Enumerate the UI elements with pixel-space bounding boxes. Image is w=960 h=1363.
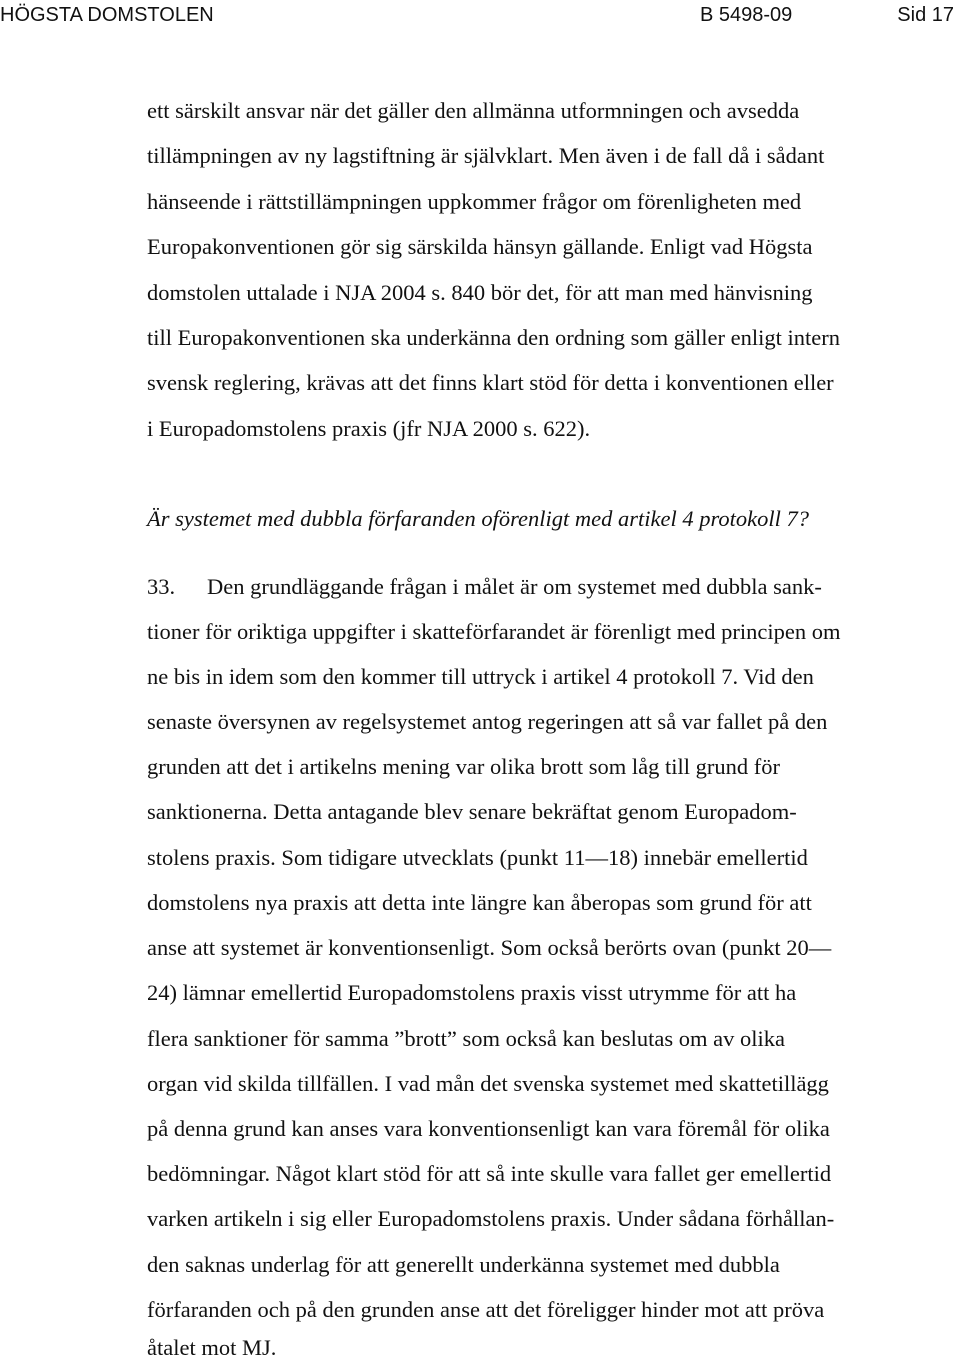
page-header [0,0,960,30]
text-line: ett särskilt ansvar när det gäller den allmänna utformningen och avsedda [147,98,800,123]
text-line: domstolens nya praxis att detta inte längre kan åberopas som grund för att [147,890,812,915]
text-line: organ vid skilda tillfällen. I vad mån det svenska systemet med skattetillägg [147,1071,829,1096]
text-line: tioner för oriktiga uppgifter i skatteförfarandet är förenligt med principen om [147,619,841,644]
text-line: till Europakonventionen ska underkänna den ordning som gäller enligt intern [147,325,840,350]
paragraph-number: 33. [147,574,176,599]
text-line: Den grundläggande frågan i målet är om systemet med dubbla sank- [207,574,822,599]
text-line: anse att systemet är konventionsenligt. Som också berörts ovan (punkt 20— [147,935,832,960]
text-line: tillämpningen av ny lagstiftning är självklart. Men även i de fall då i sådant [147,143,825,168]
text-line: sanktionerna. Detta antagande blev senare bekräftat genom Europadom- [147,799,797,824]
text-line: åtalet mot MJ. [147,1335,277,1360]
text-line: varken artikeln i sig eller Europadomstolens praxis. Under sådana förhållan- [147,1206,835,1231]
text-line: domstolen uttalade i NJA 2004 s. 840 bör det, för att man med hänvisning [147,280,813,305]
text-line: hänseende i rättstillämpningen uppkommer frågor om förenligheten med [147,189,802,214]
text-line: Europakonventionen gör sig särskilda hänsyn gällande. Enligt vad Högsta [147,234,813,259]
text-line: på denna grund kan anses vara konventionsenligt kan vara föremål för olika [147,1116,830,1141]
text-line: flera sanktioner för samma ”brott” som också kan beslutas om av olika [147,1026,785,1051]
text-line: stolens praxis. Som tidigare utvecklats (punkt 11—18) innebär emellertid [147,845,808,870]
page-number: Sid 17 [897,4,954,26]
text-line: ne bis in idem som den kommer till uttryck i artikel 4 protokoll 7. Vid den [147,664,814,689]
text-line: svensk reglering, krävas att det finns klart stöd för detta i konventionen eller [147,370,834,395]
court-name: HÖGSTA DOMSTOLEN [0,4,214,26]
text-line: senaste översynen av regelsystemet antog regeringen att så var fallet på den [147,709,828,734]
text-line: den saknas underlag för att generellt underkänna systemet med dubbla [147,1252,780,1277]
text-line: 24) lämnar emellertid Europadomstolens praxis visst utrymme för att ha [147,980,797,1005]
text-line: förfaranden och på den grunden anse att det föreligger hinder mot att pröva [147,1297,825,1322]
text-line: bedömningar. Något klart stöd för att så inte skulle vara fallet ger emellertid [147,1161,832,1186]
text-line: grunden att det i artikelns mening var olika brott som låg till grund för [147,754,780,779]
section-heading: Är systemet med dubbla förfaranden oförenligt med artikel 4 protokoll 7? [147,506,810,531]
case-number: B 5498-09 [700,4,793,26]
text-line: i Europadomstolens praxis (jfr NJA 2000 s. 622). [147,416,591,441]
